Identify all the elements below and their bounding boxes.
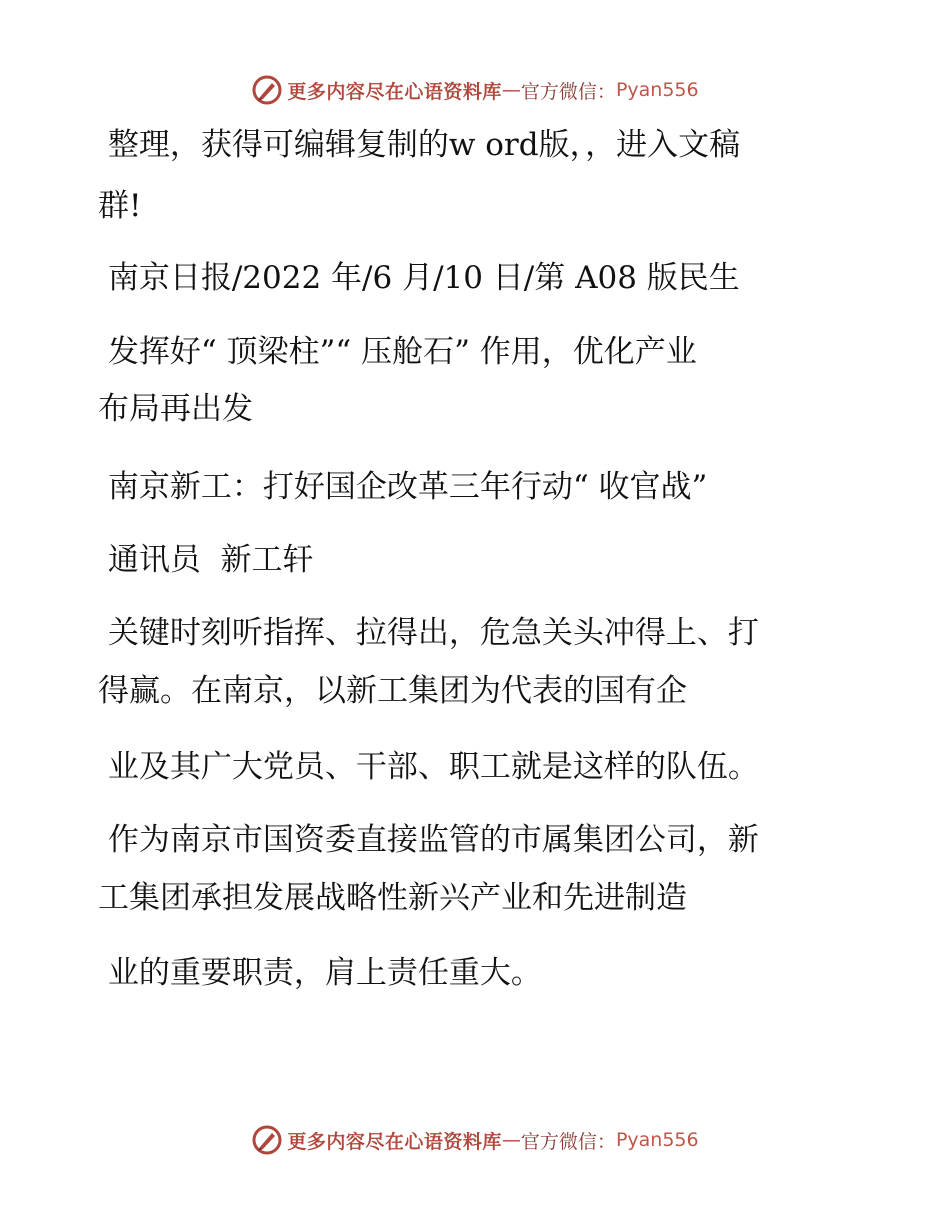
body-line: 整理，获得可编辑复制的w ord版，，进入文稿 <box>98 127 741 163</box>
banner-wechat-id: Pyan556 <box>615 79 699 101</box>
footer-banner <box>0 1120 950 1160</box>
body-line: 关键时刻听指挥、拉得出，危急关头冲得上、打 <box>98 615 759 651</box>
body-line: 布局再出发 <box>98 391 253 427</box>
banner-label: 官方微信： <box>520 1130 616 1153</box>
banner-separator: — <box>501 79 521 101</box>
banner-main-text: 更多内容尽在心语资料库 <box>287 1130 502 1153</box>
banner-separator: — <box>501 1129 521 1151</box>
body-line: 通讯员 新工轩 <box>98 542 314 578</box>
body-line: 业及其广大党员、干部、职工就是这样的队伍。 <box>98 749 759 785</box>
header-banner <box>0 70 950 110</box>
banner-main-text: 更多内容尽在心语资料库 <box>287 80 502 103</box>
banner-label: 官方微信： <box>520 80 616 103</box>
pen-logo-icon <box>251 74 283 106</box>
pen-logo-icon <box>251 1124 283 1156</box>
body-line: 得赢。在南京，以新工集团为代表的国有企 <box>98 673 687 709</box>
body-line: 南京日报/2022 年/6 月/10 日/第 A08 版民生 <box>98 260 740 296</box>
body-line: 作为南京市国资委直接监管的市属集团公司，新 <box>98 822 759 858</box>
banner-wechat-id: Pyan556 <box>615 1129 699 1151</box>
body-line: 发挥好“ 顶梁柱”“ 压舱石” 作用，优化产业 <box>98 334 697 370</box>
body-line: 群! <box>98 188 142 224</box>
body-line: 业的重要职责，肩上责任重大。 <box>98 955 542 991</box>
body-line: 工集团承担发展战略性新兴产业和先进制造 <box>98 880 687 916</box>
body-line: 南京新工：打好国企改革三年行动“ 收官战” <box>98 469 708 505</box>
